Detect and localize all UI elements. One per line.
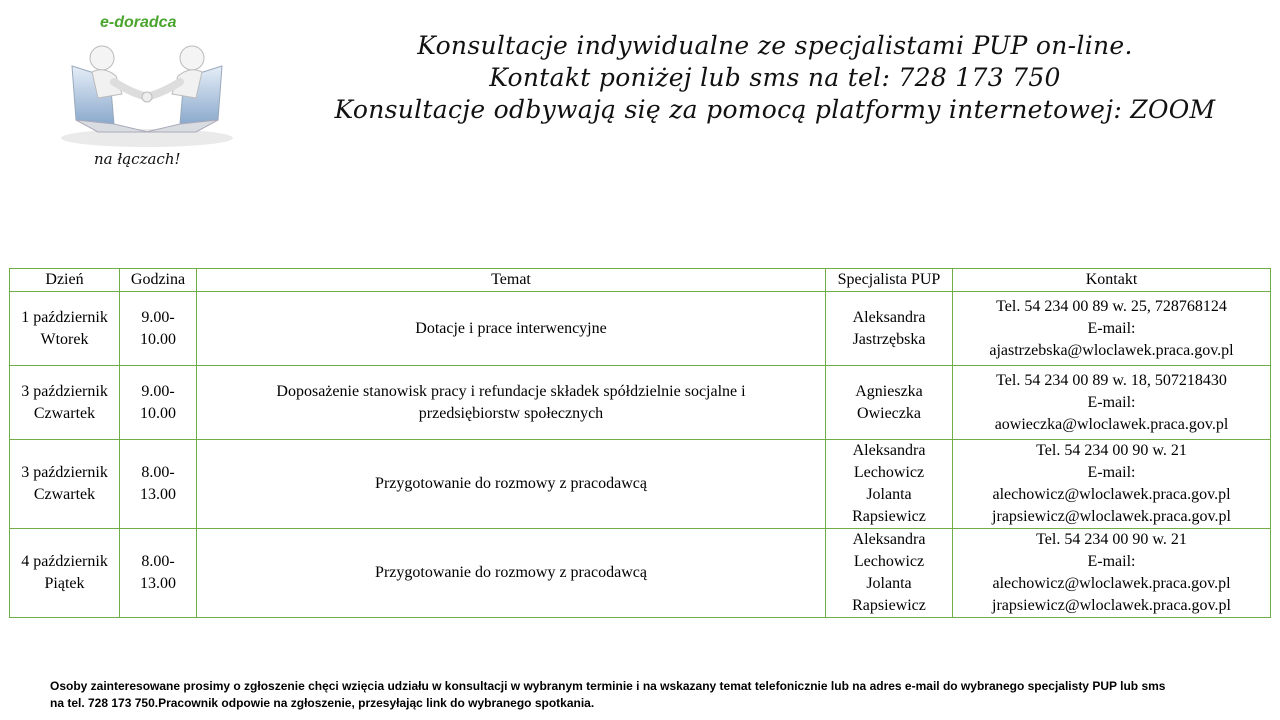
contact-cell-line: jrapsiewicz@wloclawek.praca.gov.pl [992,508,1231,525]
contact-cell-line: Tel. 54 234 00 90 w. 21 [1036,442,1187,459]
header-contact: Kontakt [953,269,1271,292]
table-row [10,440,1271,529]
specialist-cell [826,292,953,366]
time-cell-line: 9.00- [141,308,175,326]
specialist-cell-line: Lechowicz [853,553,925,570]
contact-cell-line: alechowicz@wloclawek.praca.gov.pl [992,575,1231,592]
topic-cell-line: przedsiębiorstw społecznych [418,404,604,422]
day-cell [10,440,120,529]
time-cell [120,440,197,529]
heading-line-2: Kontakt poniżej lub sms na tel: 728 173 750 [489,63,1061,92]
specialist-cell-line: Owieczka [857,404,921,422]
time-cell-line: 10.00 [140,404,176,422]
contact-cell-line: Tel. 54 234 00 89 w. 18, 507218430 [996,371,1227,389]
contact-cell-line: ajastrzebska@wloclawek.praca.gov.pl [989,341,1234,359]
specialist-cell-line: Aleksandra [852,531,926,548]
specialist-cell-line: Aleksandra [852,442,926,459]
topic-cell [197,529,826,618]
e-doradca-logo [58,10,238,175]
specialist-cell-line: Lechowicz [853,464,925,481]
contact-cell [953,440,1271,529]
contact-cell-line: Tel. 54 234 00 89 w. 25, 728768124 [996,297,1227,315]
time-cell [120,292,197,366]
contact-cell-line: Tel. 54 234 00 90 w. 21 [1036,531,1187,548]
topic-cell [197,366,826,440]
topic-cell-line: Przygotowanie do rozmowy z pracodawcą [375,564,647,581]
contact-cell-line: alechowicz@wloclawek.praca.gov.pl [992,486,1231,503]
contact-cell-line: E-mail: [1087,553,1136,570]
handshake-laptops-icon [58,36,236,148]
table-row [10,529,1271,618]
day-cell-line: 3 październik [21,464,108,481]
topic-cell-line: Przygotowanie do rozmowy z pracodawcą [375,475,647,492]
day-cell-line: Wtorek [40,330,89,348]
contact-cell-line: jrapsiewicz@wloclawek.praca.gov.pl [992,597,1231,614]
contact-cell-line: E-mail: [1087,319,1136,337]
time-cell [120,366,197,440]
specialist-cell-line: Jolanta [866,486,912,503]
contact-cell [953,292,1271,366]
table-row [10,366,1271,440]
time-cell-line: 9.00- [141,382,175,400]
specialist-cell-line: Aleksandra [852,308,926,326]
specialist-cell [826,366,953,440]
specialist-cell-line: Rapsiewicz [852,597,926,614]
contact-cell-line: E-mail: [1087,464,1136,481]
header-specialist: Specjalista PUP [826,269,953,292]
topic-cell [197,440,826,529]
specialist-cell-line: Jolanta [866,575,912,592]
contact-cell-line: aowieczka@wloclawek.praca.gov.pl [994,415,1229,433]
specialist-cell [826,529,953,618]
specialist-cell [826,440,953,529]
page-heading [270,30,1280,126]
topic-cell [197,292,826,366]
day-cell-line: 4 październik [21,553,108,570]
topic-cell-line: Doposażenie stanowisk pracy i refundacje składek spółdzielnie socjalne i [276,382,746,400]
logo-tagline: na łączach! [94,150,181,168]
time-cell-line: 13.00 [140,575,176,592]
contact-cell [953,529,1271,618]
day-cell [10,529,120,618]
day-cell [10,366,120,440]
contact-cell-line: E-mail: [1087,393,1136,411]
header-topic: Temat [197,269,826,292]
heading-line-3: Konsultacje odbywają się za pomocą platformy internetowej: ZOOM [334,95,1216,124]
header-time: Godzina [120,269,197,292]
specialist-cell-line: Rapsiewicz [852,508,926,525]
day-cell-line: Piątek [44,575,85,592]
consultation-schedule-table [9,268,1271,618]
specialist-cell-line: Jastrzębska [852,330,926,348]
time-cell-line: 10.00 [140,330,176,348]
footer-line-1: Osoby zainteresowane prosimy o zgłoszenie chęci wzięcia udziału w konsultacji w wybranym terminie i na wskazany temat telefonicznie lub na adres e-mail do wybranego specjalisty PUP lub sms [50,679,1166,693]
day-cell [10,292,120,366]
time-cell-line: 8.00- [141,464,175,481]
day-cell-line: Czwartek [33,486,96,503]
contact-cell [953,366,1271,440]
footer-note [50,678,1260,712]
header-day: Dzień [10,269,120,292]
day-cell-line: 1 październik [21,308,108,326]
time-cell-line: 13.00 [140,486,176,503]
topic-cell-line: Dotacje i prace interwencyjne [415,319,607,337]
heading-line-1: Konsultacje indywidualne ze specjalistami PUP on-line. [417,31,1133,60]
specialist-cell-line: Agnieszka [855,382,923,400]
day-cell-line: Czwartek [33,404,96,422]
logo-title: e-doradca [100,14,177,31]
footer-line-2: na tel. 728 173 750.Pracownik odpowie na zgłoszenie, przesyłając link do wybranego spotkania. [50,696,595,710]
table-row [10,292,1271,366]
day-cell-line: 3 październik [21,382,108,400]
time-cell-line: 8.00- [141,553,175,570]
time-cell [120,529,197,618]
table-header-row [10,269,1271,292]
